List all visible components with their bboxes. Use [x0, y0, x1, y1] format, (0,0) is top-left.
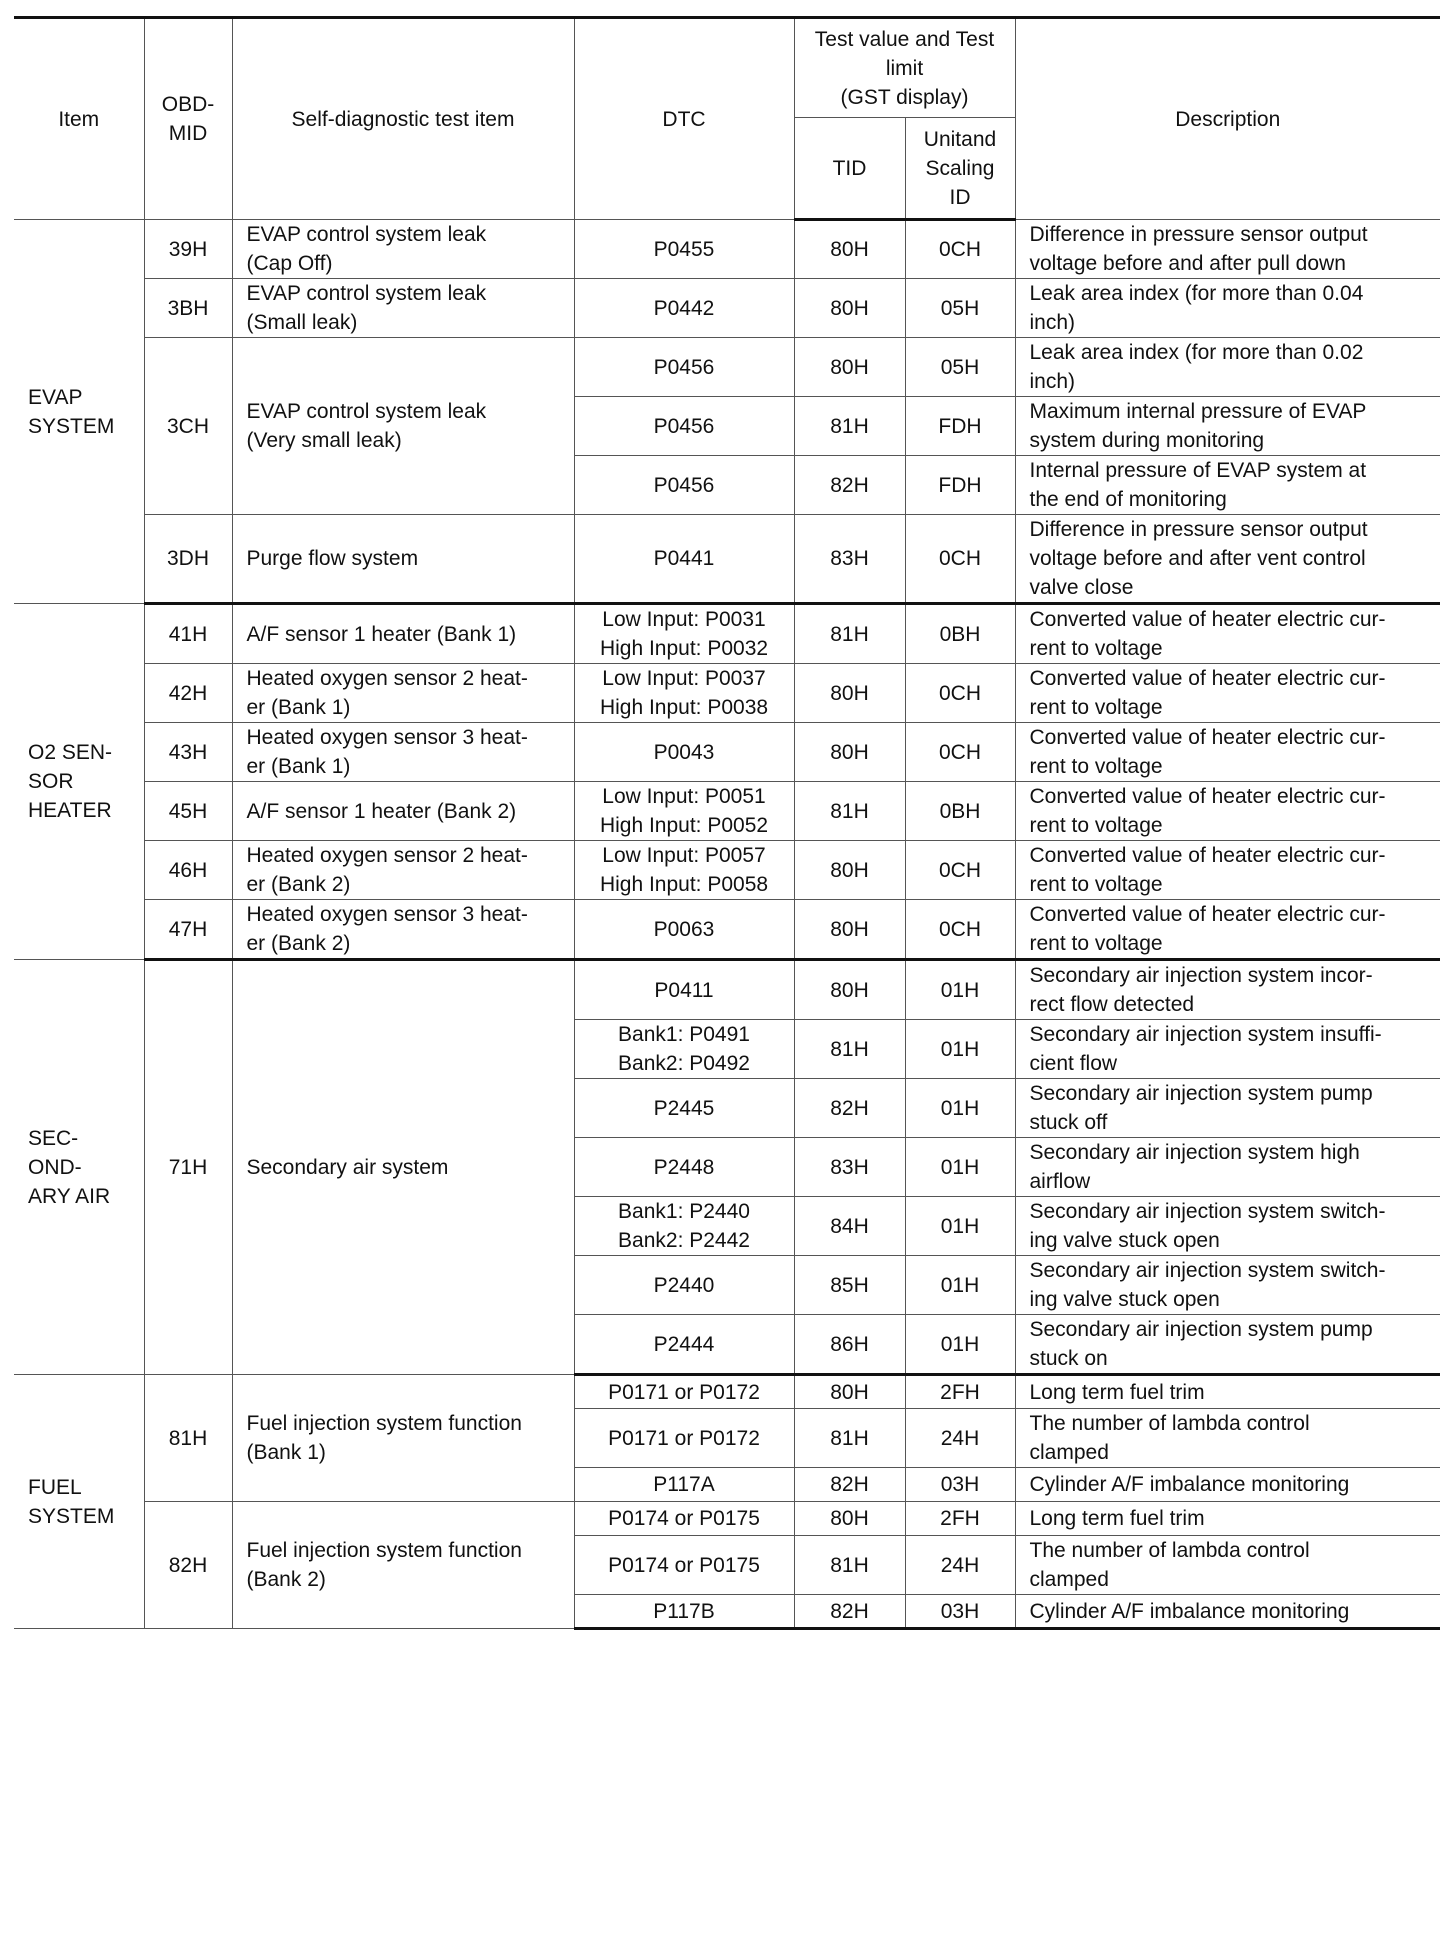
table-row	[14, 279, 1440, 338]
header-test-value: Test value and Test limit (GST display)	[794, 18, 1015, 118]
obd-mid-table	[14, 16, 1440, 1630]
test-item-cell	[232, 279, 574, 338]
tid-cell: 84H	[794, 1197, 905, 1256]
dtc-cell	[574, 397, 794, 456]
table-row	[14, 841, 1440, 900]
tid-cell: 86H	[794, 1315, 905, 1375]
dtc-cell-line: P0063	[653, 917, 715, 941]
dtc-cell	[574, 1138, 794, 1197]
description-cell-line: clamped	[1029, 1441, 1109, 1464]
test-item-cell-line: A/F sensor 1 heater (Bank 2)	[246, 799, 517, 823]
dtc-cell-line: P2440	[653, 1273, 715, 1297]
dtc-cell	[574, 1409, 794, 1468]
description-cell-line: cient flow	[1029, 1052, 1118, 1075]
dtc-cell	[574, 960, 794, 1020]
item-cell-line: HEATER	[28, 799, 112, 822]
unit-scaling-id-cell: 2FH	[905, 1502, 1015, 1536]
tid-cell: 83H	[794, 515, 905, 604]
tid-cell: 80H	[794, 1375, 905, 1409]
tid-cell: 81H	[794, 782, 905, 841]
description-cell-line: rent to voltage	[1029, 814, 1163, 837]
test-item-cell	[232, 900, 574, 960]
dtc-cell-line: P117B	[653, 1599, 715, 1623]
unit-scaling-id-cell: 0BH	[905, 782, 1015, 841]
test-item-cell	[232, 664, 574, 723]
obd-mid-cell: 47H	[144, 900, 232, 960]
dtc-cell-line: P0171 or P0172	[608, 1426, 760, 1450]
unit-scaling-id-cell: 05H	[905, 338, 1015, 397]
tid-cell: 80H	[794, 279, 905, 338]
dtc-cell-line: Bank2: P2442	[618, 1229, 750, 1252]
item-cell-line: SYSTEM	[28, 414, 115, 438]
obd-mid-cell: 39H	[144, 220, 232, 279]
dtc-cell	[574, 1595, 794, 1629]
table-row	[14, 1375, 1440, 1409]
description-cell-line: Difference in pressure sensor output	[1029, 223, 1368, 246]
dtc-cell	[574, 220, 794, 279]
table-row	[14, 515, 1440, 604]
item-cell	[14, 960, 144, 1375]
item-cell-line: OND-	[28, 1155, 82, 1179]
dtc-cell-line: P0043	[653, 740, 715, 764]
description-cell	[1015, 220, 1440, 279]
description-cell-line: ing valve stuck open	[1029, 1229, 1220, 1252]
table-row	[14, 604, 1440, 664]
tid-cell: 81H	[794, 1536, 905, 1595]
unit-scaling-id-cell: 0CH	[905, 664, 1015, 723]
dtc-cell	[574, 723, 794, 782]
dtc-cell	[574, 1536, 794, 1595]
tid-cell: 80H	[794, 220, 905, 279]
unit-scaling-id-cell: 0CH	[905, 515, 1015, 604]
test-item-cell	[232, 782, 574, 841]
description-cell-line: Converted value of heater electric cur-	[1029, 726, 1386, 749]
test-item-cell	[232, 1375, 574, 1502]
dtc-cell	[574, 456, 794, 515]
test-item-cell-line: Fuel injection system function	[246, 1412, 522, 1435]
table-row	[14, 960, 1440, 1020]
description-cell-line: Long term fuel trim	[1029, 1507, 1205, 1530]
dtc-cell-line: P117A	[653, 1473, 715, 1496]
item-cell	[14, 220, 144, 604]
tid-cell: 80H	[794, 338, 905, 397]
tid-cell: 81H	[794, 1409, 905, 1468]
unit-scaling-id-cell: 24H	[905, 1536, 1015, 1595]
obd-mid-cell: 41H	[144, 604, 232, 664]
test-item-cell	[232, 338, 574, 515]
dtc-cell-line: P0442	[653, 296, 715, 320]
test-item-cell-line: EVAP control system leak	[246, 400, 487, 423]
tid-cell: 82H	[794, 1468, 905, 1502]
unit-scaling-id-cell: 0CH	[905, 723, 1015, 782]
description-cell	[1015, 1256, 1440, 1315]
description-cell-line: the end of monitoring	[1029, 488, 1227, 511]
description-cell-line: airflow	[1029, 1170, 1091, 1193]
description-cell	[1015, 515, 1440, 604]
item-cell-line: EVAP	[28, 385, 83, 409]
header-unit-scaling-id: Unitand Scaling ID	[905, 118, 1015, 220]
unit-scaling-id-cell: 05H	[905, 279, 1015, 338]
tid-cell: 82H	[794, 1595, 905, 1629]
test-item-cell-line: Heated oxygen sensor 3 heat-	[246, 903, 528, 926]
obd-mid-cell: 43H	[144, 723, 232, 782]
test-item-cell-line: (Bank 1)	[246, 1441, 326, 1464]
dtc-cell-line: P0411	[654, 978, 714, 1002]
header-tid: TID	[794, 118, 905, 220]
dtc-cell	[574, 1375, 794, 1409]
tid-cell: 82H	[794, 1079, 905, 1138]
dtc-cell-line: P2444	[653, 1332, 715, 1356]
description-cell	[1015, 279, 1440, 338]
description-cell	[1015, 723, 1440, 782]
description-cell-line: Converted value of heater electric cur-	[1029, 903, 1386, 926]
description-cell-line: Secondary air injection system pump	[1029, 1082, 1373, 1105]
test-item-cell-line: er (Bank 1)	[246, 696, 351, 719]
dtc-cell	[574, 782, 794, 841]
tid-cell: 82H	[794, 456, 905, 515]
item-cell-line: ARY AIR	[28, 1184, 111, 1208]
description-cell-line: Long term fuel trim	[1029, 1380, 1205, 1404]
tid-cell: 81H	[794, 1020, 905, 1079]
dtc-cell	[574, 515, 794, 604]
test-item-cell	[232, 515, 574, 604]
dtc-cell-line: P0456	[653, 414, 715, 438]
header-obd-mid: OBD- MID	[144, 18, 232, 220]
tid-cell: 81H	[794, 397, 905, 456]
item-cell-line: FUEL	[28, 1475, 82, 1499]
unit-scaling-id-cell: 0BH	[905, 604, 1015, 664]
tid-cell: 80H	[794, 841, 905, 900]
description-cell	[1015, 1595, 1440, 1629]
obd-mid-cell: 82H	[144, 1502, 232, 1629]
dtc-cell-line: P0456	[653, 473, 715, 497]
description-cell-line: Leak area index (for more than 0.02	[1029, 341, 1364, 364]
unit-scaling-id-cell: 24H	[905, 1409, 1015, 1468]
obd-mid-cell: 3BH	[144, 279, 232, 338]
dtc-cell	[574, 1468, 794, 1502]
unit-scaling-id-cell: 03H	[905, 1595, 1015, 1629]
tid-cell: 85H	[794, 1256, 905, 1315]
dtc-cell	[574, 664, 794, 723]
unit-scaling-id-cell: FDH	[905, 397, 1015, 456]
dtc-cell	[574, 1315, 794, 1375]
test-item-cell	[232, 960, 574, 1375]
table-row	[14, 1502, 1440, 1536]
dtc-cell	[574, 338, 794, 397]
table-header	[14, 18, 1440, 220]
description-cell-line: Cylinder A/F imbalance monitoring	[1029, 1473, 1350, 1496]
description-cell	[1015, 1536, 1440, 1595]
obd-mid-cell: 3CH	[144, 338, 232, 515]
table-row	[14, 664, 1440, 723]
description-cell-line: rent to voltage	[1029, 932, 1163, 955]
description-cell-line: Leak area index (for more than 0.04	[1029, 282, 1364, 305]
description-cell-line: Converted value of heater electric cur-	[1029, 785, 1386, 808]
description-cell-line: Secondary air injection system switch-	[1029, 1259, 1386, 1282]
description-cell-line: Secondary air injection system incor-	[1029, 964, 1373, 987]
obd-mid-cell: 71H	[144, 960, 232, 1375]
test-item-cell	[232, 220, 574, 279]
description-cell-line: rent to voltage	[1029, 637, 1163, 660]
tid-cell: 83H	[794, 1138, 905, 1197]
description-cell	[1015, 900, 1440, 960]
unit-scaling-id-cell: 01H	[905, 960, 1015, 1020]
description-cell	[1015, 664, 1440, 723]
unit-scaling-id-cell: 0CH	[905, 220, 1015, 279]
description-cell-line: clamped	[1029, 1568, 1109, 1591]
dtc-cell-line: P0171 or P0172	[608, 1380, 760, 1404]
unit-scaling-id-cell: 01H	[905, 1315, 1015, 1375]
description-cell	[1015, 397, 1440, 456]
table-row	[14, 900, 1440, 960]
description-cell	[1015, 1197, 1440, 1256]
test-item-cell	[232, 841, 574, 900]
dtc-cell-line: High Input: P0038	[599, 696, 769, 719]
unit-scaling-id-cell: 0CH	[905, 841, 1015, 900]
description-cell	[1015, 1079, 1440, 1138]
dtc-cell-line: Low Input: P0037	[602, 667, 766, 690]
description-cell-line: inch)	[1029, 311, 1076, 334]
description-cell-line: stuck on	[1029, 1347, 1108, 1370]
unit-scaling-id-cell: FDH	[905, 456, 1015, 515]
obd-mid-cell: 3DH	[144, 515, 232, 604]
dtc-cell-line: High Input: P0052	[599, 814, 769, 837]
dtc-cell-line: Low Input: P0031	[602, 608, 766, 631]
dtc-cell-line: Bank1: P2440	[618, 1200, 750, 1223]
item-cell-line: SOR	[28, 770, 74, 793]
obd-mid-cell: 45H	[144, 782, 232, 841]
dtc-cell-line: P0441	[653, 547, 715, 570]
table-row	[14, 782, 1440, 841]
header-dtc: DTC	[574, 18, 794, 220]
header-description: Description	[1015, 18, 1440, 220]
dtc-cell	[574, 841, 794, 900]
description-cell	[1015, 1409, 1440, 1468]
description-cell	[1015, 782, 1440, 841]
dtc-cell	[574, 1079, 794, 1138]
test-item-cell-line: (Cap Off)	[246, 252, 333, 275]
tid-cell: 80H	[794, 960, 905, 1020]
description-cell-line: The number of lambda control	[1029, 1539, 1310, 1562]
test-item-cell-line: er (Bank 2)	[246, 932, 351, 955]
test-item-cell-line: (Small leak)	[246, 311, 358, 334]
description-cell-line: rent to voltage	[1029, 873, 1163, 896]
description-cell-line: Secondary air injection system pump	[1029, 1318, 1373, 1341]
description-cell-line: rent to voltage	[1029, 696, 1163, 719]
description-cell	[1015, 841, 1440, 900]
dtc-cell-line: Bank2: P0492	[618, 1052, 750, 1075]
tid-cell: 80H	[794, 723, 905, 782]
obd-mid-cell: 46H	[144, 841, 232, 900]
description-cell	[1015, 1020, 1440, 1079]
unit-scaling-id-cell: 2FH	[905, 1375, 1015, 1409]
test-item-cell-line: EVAP control system leak	[246, 282, 487, 305]
unit-scaling-id-cell: 0CH	[905, 900, 1015, 960]
dtc-cell	[574, 604, 794, 664]
description-cell	[1015, 1138, 1440, 1197]
test-item-cell-line: A/F sensor 1 heater (Bank 1)	[246, 622, 517, 646]
description-cell-line: Converted value of heater electric cur-	[1029, 844, 1386, 867]
dtc-cell-line: Low Input: P0051	[602, 785, 766, 808]
test-item-cell	[232, 1502, 574, 1629]
description-cell-line: Internal pressure of EVAP system at	[1029, 459, 1367, 482]
dtc-cell-line: Bank1: P0491	[618, 1023, 750, 1046]
dtc-cell	[574, 900, 794, 960]
description-cell-line: Secondary air injection system insuffi-	[1029, 1023, 1382, 1046]
description-cell-line: valve close	[1029, 576, 1134, 599]
tid-cell: 81H	[794, 604, 905, 664]
dtc-cell	[574, 279, 794, 338]
description-cell-line: Converted value of heater electric cur-	[1029, 667, 1386, 690]
dtc-cell	[574, 1197, 794, 1256]
description-cell-line: Cylinder A/F imbalance monitoring	[1029, 1599, 1350, 1623]
tid-cell: 80H	[794, 664, 905, 723]
description-cell-line: Difference in pressure sensor output	[1029, 518, 1368, 541]
description-cell	[1015, 604, 1440, 664]
description-cell	[1015, 456, 1440, 515]
table-row	[14, 723, 1440, 782]
test-item-cell-line: Purge flow system	[246, 547, 419, 570]
test-item-cell-line: (Bank 2)	[246, 1568, 326, 1591]
test-item-cell-line: Fuel injection system function	[246, 1539, 522, 1562]
dtc-cell-line: P0455	[653, 237, 715, 261]
item-cell-line: SEC-	[28, 1126, 79, 1150]
description-cell-line: system during monitoring	[1029, 429, 1265, 452]
unit-scaling-id-cell: 01H	[905, 1020, 1015, 1079]
description-cell-line: rect flow detected	[1029, 993, 1195, 1016]
description-cell-line: Secondary air injection system switch-	[1029, 1200, 1386, 1223]
description-cell-line: stuck off	[1029, 1111, 1108, 1134]
item-cell-line: SYSTEM	[28, 1504, 115, 1528]
dtc-cell	[574, 1256, 794, 1315]
description-cell-line: Maximum internal pressure of EVAP	[1029, 400, 1367, 423]
dtc-cell-line: P0174 or P0175	[608, 1507, 760, 1530]
description-cell	[1015, 1315, 1440, 1375]
dtc-cell-line: P2448	[653, 1155, 715, 1179]
table-body	[14, 220, 1440, 1629]
unit-scaling-id-cell: 01H	[905, 1079, 1015, 1138]
test-item-cell-line: Heated oxygen sensor 2 heat-	[246, 844, 528, 867]
header-test-item: Self-diagnostic test item	[232, 18, 574, 220]
unit-scaling-id-cell: 01H	[905, 1138, 1015, 1197]
description-cell-line: inch)	[1029, 370, 1076, 393]
table-row	[14, 220, 1440, 279]
unit-scaling-id-cell: 01H	[905, 1256, 1015, 1315]
test-item-cell-line: Secondary air system	[246, 1156, 449, 1179]
dtc-cell	[574, 1502, 794, 1536]
test-item-cell	[232, 723, 574, 782]
dtc-cell	[574, 1020, 794, 1079]
description-cell	[1015, 338, 1440, 397]
test-item-cell-line: Heated oxygen sensor 2 heat-	[246, 667, 528, 690]
test-item-cell-line: (Very small leak)	[246, 429, 402, 452]
dtc-cell-line: P0456	[653, 355, 715, 379]
item-cell-line: O2 SEN-	[28, 741, 113, 764]
description-cell-line: The number of lambda control	[1029, 1412, 1310, 1435]
item-cell	[14, 1375, 144, 1629]
description-cell	[1015, 1502, 1440, 1536]
description-cell-line: rent to voltage	[1029, 755, 1163, 778]
description-cell-line: voltage before and after pull down	[1029, 252, 1346, 275]
table-row	[14, 338, 1440, 397]
description-cell	[1015, 1468, 1440, 1502]
test-item-cell-line: er (Bank 1)	[246, 755, 351, 778]
dtc-cell-line: High Input: P0032	[599, 637, 769, 660]
description-cell-line: Converted value of heater electric cur-	[1029, 608, 1386, 631]
obd-mid-cell: 81H	[144, 1375, 232, 1502]
description-cell-line: voltage before and after vent control	[1029, 547, 1366, 570]
dtc-cell-line: P0174 or P0175	[608, 1553, 760, 1577]
dtc-cell-line: High Input: P0058	[599, 873, 769, 896]
description-cell-line: ing valve stuck open	[1029, 1288, 1220, 1311]
dtc-cell-line: Low Input: P0057	[602, 844, 766, 867]
obd-mid-table-sheet	[14, 16, 1440, 1936]
test-item-cell-line: EVAP control system leak	[246, 223, 487, 246]
obd-mid-cell: 42H	[144, 664, 232, 723]
unit-scaling-id-cell: 03H	[905, 1468, 1015, 1502]
tid-cell: 80H	[794, 1502, 905, 1536]
header-item: Item	[14, 18, 144, 220]
test-item-cell	[232, 604, 574, 664]
test-item-cell-line: Heated oxygen sensor 3 heat-	[246, 726, 528, 749]
dtc-cell-line: P2445	[653, 1096, 715, 1120]
tid-cell: 80H	[794, 900, 905, 960]
test-item-cell-line: er (Bank 2)	[246, 873, 351, 896]
description-cell	[1015, 1375, 1440, 1409]
unit-scaling-id-cell: 01H	[905, 1197, 1015, 1256]
description-cell-line: Secondary air injection system high	[1029, 1141, 1360, 1164]
description-cell	[1015, 960, 1440, 1020]
item-cell	[14, 604, 144, 960]
